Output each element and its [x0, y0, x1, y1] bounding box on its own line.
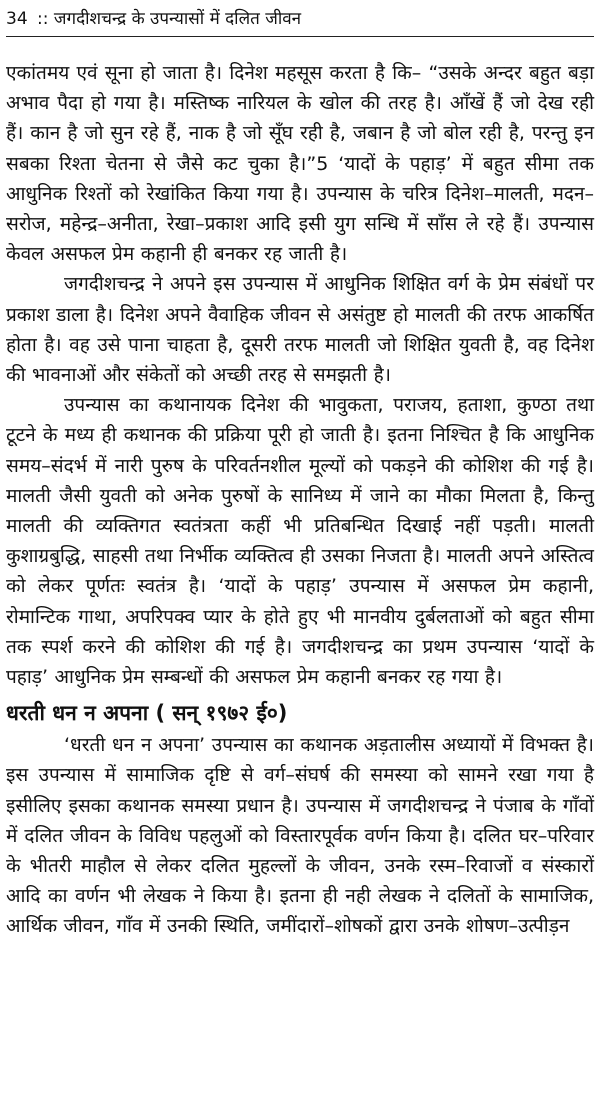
running-header	[6, 6, 594, 37]
section-paragraph: ‘धरती धन न अपना’ उपन्यास का कथानक अड़तालीस अध्यायों में विभक्त है। इस उपन्यास में सामाजिक दृष्टि से वर्ग–संघर्ष की समस्या को सामने रखा गया है इसीलिए इसका कथानक समस्या प्रधान है। उपन्यास में जगदीशचन्द्र ने पंजाब के गाँवों में दलित जीवन के विविध पहलुओं को विस्तारपूर्वक वर्णन किया है। दलित घर–परिवार के भीतरी माहौल से लेकर दलित मुहल्लों के जीवन, उनके रस्म–रिवाजों व संस्कारों आदि का वर्णन भी लेखक ने किया है। इतना ही नही लेखक ने दलितों के सामाजिक, आर्थिक जीवन, गाँव में उनकी स्थिति, जमींदारों–शोषकों द्वारा उनके शोषण–उत्पीड़न	[6, 734, 594, 938]
header-separator: ::	[37, 9, 49, 29]
paragraph-1: एकांतमय एवं सूना हो जाता है। दिनेश महसूस करता है कि– “उसके अन्दर बहुत बड़ा अभाव पैदा हो गया है। मस्तिष्क नारियल के खोल की तरह है। आँखें हैं जो देख रही हैं। कान है जो सुन रहे हैं, नाक है जो सूँघ रही है, जबान है जो बोल रही है, परन्तु इन सबका रिश्ता चेतना से जैसे कट चुका है।”5 ‘यादों के पहाड़’ में बहुत सीमा तक आधुनिक रिश्तों को रेखांकित किया गया है। उपन्यास के चरित्र दिनेश–मालती, मदन–सरोज, महेन्द्र–अनीता, रेखा–प्रकाश आदि इसी युग सन्धि में साँस ले रहे हैं। उपन्यास केवल असफल प्रेम कहानी ही बनकर रह जाती है।	[6, 62, 594, 266]
running-title: जगदीशचन्द्र के उपन्यासों में दलित जीवन	[53, 9, 302, 29]
page-body	[6, 58, 594, 942]
section-heading: धरती धन न अपना ( सन् १९७२ ई०)	[6, 701, 288, 726]
page-number: 34	[6, 9, 28, 29]
paragraph-3: उपन्यास का कथानायक दिनेश की भावुकता, पराजय, हताशा, कुण्ठा तथा टूटने के मध्य ही कथानक की प्रक्रिया पूरी हो जाती है। इतना निश्चित है कि आधुनिक समय–संदर्भ में नारी पुरुष के परिवर्तनशील मूल्यों को पकड़ने की कोशिश की गई है। मालती जैसी युवती को अनेक पुरुषों के सानिध्य में जाने का मौका मिलता है, किन्तु मालती की व्यक्तिगत स्वतंत्रता कहीं भी प्रतिबन्धित दिखाई नहीं पड़ती। मालती कुशाग्रबुद्धि, साहसी तथा निर्भीक व्यक्तित्व ही उसका निजता है। मालती अपने अस्तित्व को लेकर पूर्णतः स्वतंत्र है। ‘यादों के पहाड़’ उपन्यास में असफल प्रेम कहानी, रोमान्टिक गाथा, अपरिपक्व प्यार के होते हुए भी मानवीय दुर्बलताओं को बहुत सीमा तक स्पर्श करने की कोशिश की गई है। जगदीशचन्द्र का प्रथम उपन्यास ‘यादों के पहाड़’ आधुनिक प्रेम सम्बन्धों की असफल प्रेम कहानी बनकर रह गया है।	[6, 394, 594, 689]
paragraph-2: जगदीशचन्द्र ने अपने इस उपन्यास में आधुनिक शिक्षित वर्ग के प्रेम संबंधों पर प्रकाश डाला है। दिनेश अपने वैवाहिक जीवन से असंतुष्ट हो मालती की तरफ आकर्षित होता है। वह उसे पाना चाहता है, दूसरी तरफ मालती जो शिक्षित युवती है, वह दिनेश की भावनाओं और संकेतों को अच्छी तरह से समझती है।	[6, 273, 594, 387]
